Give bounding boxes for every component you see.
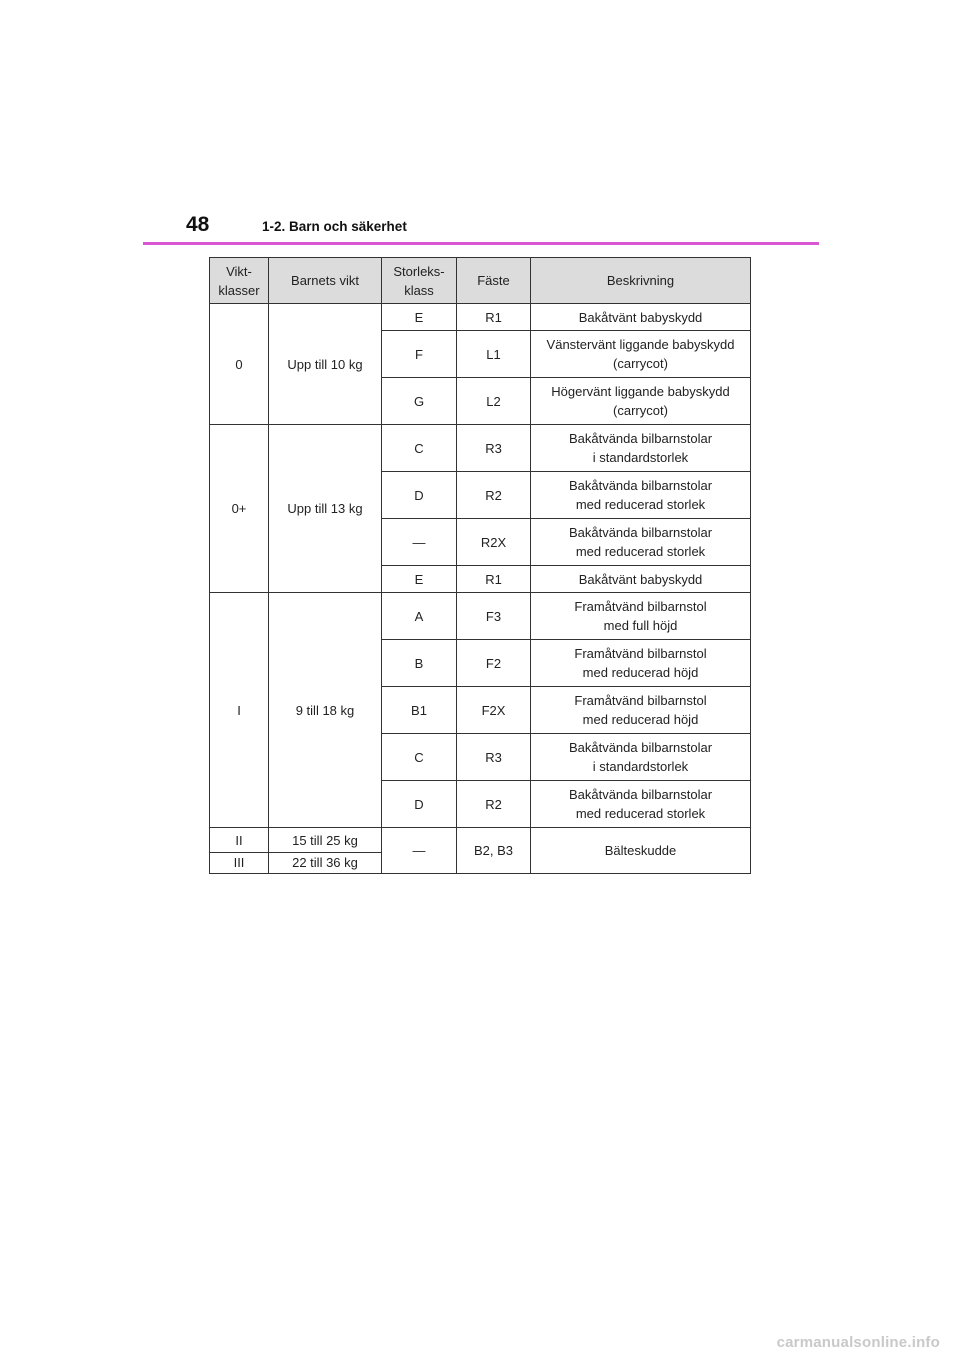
- size-class-cell: C: [382, 734, 457, 781]
- size-class-cell: D: [382, 472, 457, 519]
- table-row: [210, 593, 751, 640]
- size-class-cell: B: [382, 640, 457, 687]
- fixture-cell: R3: [457, 425, 531, 472]
- page-number: 48: [186, 213, 210, 236]
- size-class-cell: C: [382, 425, 457, 472]
- fixture-cell: L1: [457, 331, 531, 378]
- fixture-cell: B2, B3: [457, 828, 531, 874]
- description-cell: Framåtvänd bilbarnstol med reducerad höjd: [531, 687, 751, 734]
- weight-class-cell: III: [210, 853, 269, 874]
- table-row: [210, 425, 751, 472]
- fixture-cell: R1: [457, 304, 531, 331]
- child-weight-cell: Upp till 13 kg: [269, 425, 382, 593]
- description-cell: Bakåtvända bilbarnstolar med reducerad storlek: [531, 472, 751, 519]
- size-class-cell: F: [382, 331, 457, 378]
- size-class-cell: —: [382, 519, 457, 566]
- description-cell: Bakåtvänt babyskydd: [531, 304, 751, 331]
- col-header-child-weight: Barnets vikt: [269, 258, 382, 304]
- description-cell: Framåtvänd bilbarnstol med full höjd: [531, 593, 751, 640]
- watermark: carmanualsonline.info: [776, 1334, 940, 1351]
- size-class-cell: —: [382, 828, 457, 874]
- fixture-cell: R2: [457, 472, 531, 519]
- fixture-cell: R2: [457, 781, 531, 828]
- child-weight-cell: 9 till 18 kg: [269, 593, 382, 828]
- size-class-cell: A: [382, 593, 457, 640]
- description-cell: Bakåtvända bilbarnstolar med reducerad storlek: [531, 781, 751, 828]
- isofix-size-class-table: [209, 257, 751, 874]
- description-cell: Bakåtvänt babyskydd: [531, 566, 751, 593]
- size-class-cell: E: [382, 304, 457, 331]
- weight-class-cell: 0+: [210, 425, 269, 593]
- col-header-fixture: Fäste: [457, 258, 531, 304]
- section-title: 1-2. Barn och säkerhet: [262, 219, 407, 234]
- weight-class-cell: II: [210, 828, 269, 853]
- description-cell: Bakåtvända bilbarnstolar i standardstorlek: [531, 734, 751, 781]
- size-class-cell: G: [382, 378, 457, 425]
- child-weight-cell: 15 till 25 kg: [269, 828, 382, 853]
- description-cell: Bakåtvända bilbarnstolar i standardstorlek: [531, 425, 751, 472]
- size-class-cell: D: [382, 781, 457, 828]
- header-divider: [143, 242, 819, 245]
- table-row: [210, 304, 751, 331]
- fixture-cell: R3: [457, 734, 531, 781]
- child-weight-cell: Upp till 10 kg: [269, 304, 382, 425]
- table-header-row: [210, 258, 751, 304]
- fixture-cell: L2: [457, 378, 531, 425]
- description-cell: Bälteskudde: [531, 828, 751, 874]
- description-cell: Högervänt liggande babyskydd (carrycot): [531, 378, 751, 425]
- size-class-cell: B1: [382, 687, 457, 734]
- fixture-cell: R1: [457, 566, 531, 593]
- description-cell: Framåtvänd bilbarnstol med reducerad höjd: [531, 640, 751, 687]
- fixture-cell: F2: [457, 640, 531, 687]
- weight-class-cell: 0: [210, 304, 269, 425]
- fixture-cell: R2X: [457, 519, 531, 566]
- table-row: [210, 828, 751, 853]
- description-cell: Vänstervänt liggande babyskydd (carrycot): [531, 331, 751, 378]
- fixture-cell: F3: [457, 593, 531, 640]
- description-cell: Bakåtvända bilbarnstolar med reducerad storlek: [531, 519, 751, 566]
- weight-class-cell: I: [210, 593, 269, 828]
- col-header-weight-class: Vikt- klasser: [210, 258, 269, 304]
- size-class-cell: E: [382, 566, 457, 593]
- fixture-cell: F2X: [457, 687, 531, 734]
- col-header-size-class: Storleks- klass: [382, 258, 457, 304]
- col-header-description: Beskrivning: [531, 258, 751, 304]
- child-weight-cell: 22 till 36 kg: [269, 853, 382, 874]
